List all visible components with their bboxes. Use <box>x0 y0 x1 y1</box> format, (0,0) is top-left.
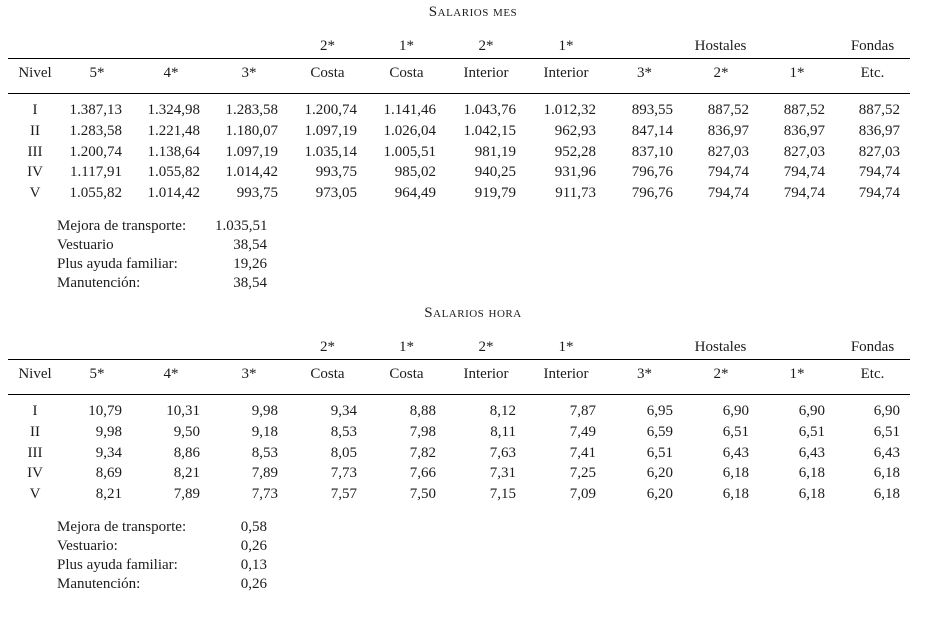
value-cell: 1.014,42 <box>225 164 278 181</box>
group-header-cell: 1* <box>367 337 446 360</box>
value-cell: 1.221,48 <box>147 122 200 139</box>
column-header: Etc. <box>835 59 910 94</box>
column-header: 3* <box>606 59 683 94</box>
value-cell: 6,18 <box>798 486 826 503</box>
table-row <box>8 394 910 421</box>
value-cell: 1.387,13 <box>69 102 122 118</box>
column-header: 3* <box>606 359 683 394</box>
extra-label: Plus ayuda familiar: <box>57 556 178 573</box>
value-cell: 9,34 <box>330 402 357 419</box>
value-cell: 6,90 <box>722 402 749 419</box>
value-cell: 10,79 <box>88 402 122 419</box>
extra-label: Mejora de transporte: <box>57 217 187 234</box>
value-cell: 9,98 <box>95 423 122 440</box>
column-header-row <box>8 59 910 94</box>
value-cell: 940,25 <box>474 164 516 181</box>
group-header-row <box>8 36 910 59</box>
value-cell: 952,28 <box>554 143 596 160</box>
group-header-spacer <box>8 337 288 360</box>
value-cell: 893,55 <box>631 102 673 118</box>
column-header: Nivel <box>8 59 62 94</box>
value-cell: 837,10 <box>631 143 673 160</box>
extra-value: 0,58 <box>240 518 267 535</box>
extra-row <box>57 575 946 594</box>
value-cell: 7,41 <box>569 444 596 461</box>
value-cell: 8,53 <box>330 423 357 440</box>
column-header: Costa <box>367 59 446 94</box>
value-cell: 1.043,76 <box>463 102 516 118</box>
extra-label: Plus ayuda familiar: <box>57 255 178 272</box>
extra-label: Manutención: <box>57 575 141 592</box>
value-cell: 981,19 <box>474 143 516 160</box>
extra-value: 1.035,51 <box>215 217 268 234</box>
value-cell: 985,02 <box>394 164 436 181</box>
value-cell: 8,53 <box>251 444 278 461</box>
value-cell: 1.283,58 <box>69 122 122 139</box>
row-level-cell: IV <box>27 164 43 181</box>
value-cell: 827,03 <box>858 143 901 160</box>
group-header-cell: 1* <box>526 36 606 59</box>
value-cell: 794,74 <box>783 164 826 181</box>
value-cell: 7,89 <box>251 465 278 482</box>
row-level-cell: IV <box>27 465 43 482</box>
value-cell: 1.141,46 <box>383 102 436 118</box>
salarios-hora-body <box>8 394 910 504</box>
value-cell: 962,93 <box>554 122 596 139</box>
column-header: Interior <box>526 359 606 394</box>
value-cell: 993,75 <box>236 185 278 202</box>
value-cell: 7,31 <box>489 465 516 482</box>
group-header-spacer <box>8 36 288 59</box>
value-cell: 6,43 <box>798 444 826 461</box>
extra-row <box>57 537 946 556</box>
column-header: Etc. <box>835 359 910 394</box>
value-cell: 1.055,82 <box>69 185 122 202</box>
extra-label: Manutención: <box>57 274 141 291</box>
value-cell: 7,89 <box>173 486 200 503</box>
value-cell: 887,52 <box>707 102 749 118</box>
column-header: 5* <box>62 59 132 94</box>
extra-row <box>57 236 946 255</box>
group-header-cell: 2* <box>288 337 367 360</box>
salarios-hora-title: Salarios hora <box>424 304 522 321</box>
value-cell: 1.138,64 <box>147 143 200 160</box>
group-header-cell: Fondas <box>835 36 910 59</box>
value-cell: 7,09 <box>569 486 596 503</box>
value-cell: 8,86 <box>173 444 200 461</box>
table-row <box>8 94 910 121</box>
value-cell: 887,52 <box>783 102 826 118</box>
extra-row <box>57 217 946 236</box>
value-cell: 10,31 <box>166 402 200 419</box>
row-level-cell: II <box>30 122 40 139</box>
salarios-mes-body <box>8 94 910 204</box>
column-header: 4* <box>132 359 210 394</box>
value-cell: 6,95 <box>646 402 673 419</box>
value-cell: 847,14 <box>631 122 673 139</box>
value-cell: 794,74 <box>707 164 749 181</box>
value-cell: 7,63 <box>489 444 516 461</box>
value-cell: 796,76 <box>631 164 673 181</box>
table-row <box>8 484 910 505</box>
column-header: Interior <box>526 59 606 94</box>
table-row <box>8 142 910 163</box>
table-row <box>8 443 910 464</box>
value-cell: 6,90 <box>798 402 826 419</box>
value-cell: 8,11 <box>490 423 516 440</box>
row-level-cell: II <box>30 423 40 440</box>
table-row <box>8 422 910 443</box>
row-level-cell: V <box>29 486 41 503</box>
value-cell: 6,20 <box>646 486 673 503</box>
value-cell: 7,57 <box>330 486 357 503</box>
value-cell: 1.026,04 <box>383 122 436 139</box>
value-cell: 8,05 <box>330 444 357 461</box>
group-header-cell: Hostales <box>606 337 835 360</box>
value-cell: 8,88 <box>409 402 436 419</box>
value-cell: 1.012,32 <box>543 102 596 118</box>
value-cell: 6,90 <box>873 402 901 419</box>
value-cell: 1.117,91 <box>70 164 122 181</box>
value-cell: 9,98 <box>251 402 278 419</box>
extra-row <box>57 274 946 293</box>
value-cell: 7,98 <box>409 423 436 440</box>
value-cell: 1.200,74 <box>69 143 122 160</box>
column-header: 4* <box>132 59 210 94</box>
value-cell: 1.180,07 <box>225 122 278 139</box>
value-cell: 794,74 <box>858 185 901 202</box>
column-header-row <box>8 359 910 394</box>
value-cell: 7,25 <box>569 465 596 482</box>
value-cell: 6,51 <box>873 423 901 440</box>
salarios-mes-extras <box>57 217 946 293</box>
column-header: 5* <box>62 359 132 394</box>
value-cell: 794,74 <box>783 185 826 202</box>
salarios-mes-table <box>8 36 910 204</box>
column-header: Costa <box>288 59 367 94</box>
column-header: 2* <box>683 59 759 94</box>
extra-value: 0,26 <box>240 575 267 592</box>
value-cell: 7,82 <box>409 444 436 461</box>
value-cell: 887,52 <box>858 102 901 118</box>
table-row <box>8 121 910 142</box>
value-cell: 931,96 <box>554 164 596 181</box>
value-cell: 1.005,51 <box>383 143 436 160</box>
column-header: Costa <box>288 359 367 394</box>
salarios-mes-header <box>8 36 910 94</box>
value-cell: 9,50 <box>173 423 200 440</box>
value-cell: 6,43 <box>722 444 749 461</box>
value-cell: 8,12 <box>489 402 516 419</box>
extra-label: Vestuario <box>57 236 114 253</box>
extra-row <box>57 255 946 274</box>
value-cell: 796,76 <box>631 185 673 202</box>
value-cell: 6,18 <box>873 486 901 503</box>
value-cell: 1.014,42 <box>147 185 200 202</box>
value-cell: 973,05 <box>315 185 357 202</box>
value-cell: 6,20 <box>646 465 673 482</box>
extra-label: Mejora de transporte: <box>57 518 187 535</box>
group-header-cell: 2* <box>446 337 526 360</box>
group-header-cell: 1* <box>526 337 606 360</box>
table-row <box>8 183 910 204</box>
value-cell: 1.035,14 <box>304 143 357 160</box>
value-cell: 794,74 <box>707 185 749 202</box>
row-level-cell: III <box>27 444 43 461</box>
extra-row <box>57 556 946 575</box>
value-cell: 8,21 <box>173 465 200 482</box>
salarios-hora-extras <box>57 518 946 594</box>
extra-value: 19,26 <box>233 255 267 272</box>
value-cell: 836,97 <box>783 122 826 139</box>
value-cell: 964,49 <box>394 185 436 202</box>
value-cell: 911,73 <box>555 185 596 202</box>
table-row <box>8 162 910 183</box>
value-cell: 1.097,19 <box>225 143 278 160</box>
value-cell: 7,49 <box>569 423 596 440</box>
group-header-cell: 2* <box>446 36 526 59</box>
table-row <box>8 463 910 484</box>
row-level-cell: I <box>32 102 38 118</box>
group-header-cell: Fondas <box>835 337 910 360</box>
value-cell: 7,50 <box>409 486 436 503</box>
row-level-cell: I <box>32 402 38 419</box>
value-cell: 7,73 <box>251 486 278 503</box>
value-cell: 6,18 <box>722 465 749 482</box>
value-cell: 7,87 <box>569 402 596 419</box>
value-cell: 6,18 <box>873 465 901 482</box>
group-header-row <box>8 337 910 360</box>
value-cell: 6,18 <box>798 465 826 482</box>
value-cell: 836,97 <box>707 122 749 139</box>
value-cell: 6,51 <box>798 423 826 440</box>
value-cell: 919,79 <box>474 185 516 202</box>
salarios-mes-title: Salarios mes <box>428 4 518 20</box>
salarios-hora-section <box>0 293 946 594</box>
value-cell: 1.042,15 <box>463 122 516 139</box>
value-cell: 7,15 <box>489 486 516 503</box>
column-header: 1* <box>759 59 835 94</box>
column-header: Interior <box>446 59 526 94</box>
value-cell: 9,34 <box>95 444 122 461</box>
value-cell: 1.055,82 <box>147 164 200 181</box>
group-header-cell: Hostales <box>606 36 835 59</box>
value-cell: 1.324,98 <box>147 102 200 118</box>
extra-label: Vestuario: <box>57 537 118 554</box>
extra-value: 0,13 <box>240 556 267 573</box>
extra-value: 38,54 <box>233 274 267 291</box>
column-header: Nivel <box>8 359 62 394</box>
extra-value: 0,26 <box>240 537 267 554</box>
value-cell: 6,43 <box>873 444 901 461</box>
value-cell: 1.200,74 <box>304 102 357 118</box>
column-header: 3* <box>210 59 288 94</box>
extra-row <box>57 518 946 537</box>
value-cell: 6,18 <box>722 486 749 503</box>
value-cell: 9,18 <box>251 423 278 440</box>
value-cell: 8,21 <box>95 486 122 503</box>
salarios-hora-table <box>8 337 910 505</box>
column-header: Costa <box>367 359 446 394</box>
value-cell: 794,74 <box>858 164 901 181</box>
value-cell: 6,59 <box>646 423 673 440</box>
value-cell: 1.283,58 <box>225 102 278 118</box>
group-header-cell: 2* <box>288 36 367 59</box>
row-level-cell: V <box>29 185 41 202</box>
group-header-cell: 1* <box>367 36 446 59</box>
column-header: Interior <box>446 359 526 394</box>
value-cell: 827,03 <box>783 143 826 160</box>
salarios-mes-section <box>0 0 946 293</box>
salarios-hora-header <box>8 337 910 395</box>
value-cell: 7,66 <box>409 465 436 482</box>
value-cell: 6,51 <box>722 423 749 440</box>
column-header: 3* <box>210 359 288 394</box>
value-cell: 827,03 <box>707 143 749 160</box>
value-cell: 6,51 <box>646 444 673 461</box>
column-header: 2* <box>683 359 759 394</box>
value-cell: 1.097,19 <box>304 122 357 139</box>
row-level-cell: III <box>27 143 43 160</box>
value-cell: 993,75 <box>315 164 357 181</box>
value-cell: 8,69 <box>95 465 122 482</box>
value-cell: 7,73 <box>330 465 357 482</box>
extra-value: 38,54 <box>233 236 267 253</box>
column-header: 1* <box>759 359 835 394</box>
value-cell: 836,97 <box>858 122 901 139</box>
